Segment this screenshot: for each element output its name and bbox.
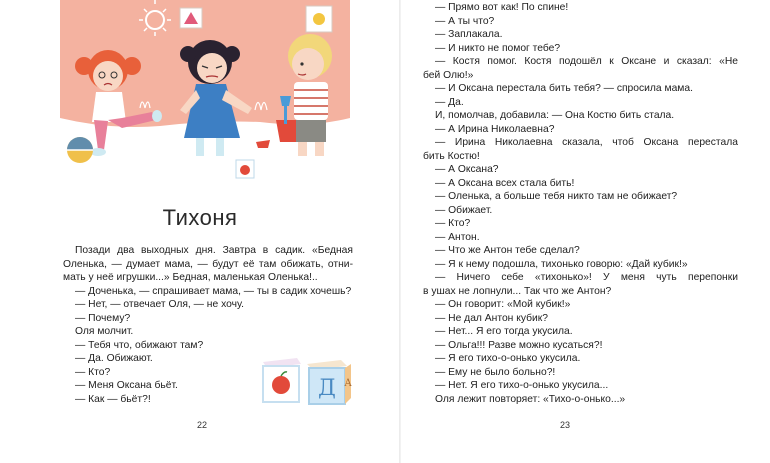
- text-line: — И никто не помог тебе?: [435, 42, 561, 54]
- text-line: — Прямо вот как! По спине!: [435, 2, 569, 13]
- text-line: — Кто?: [75, 366, 111, 378]
- text-line: Оля лежит повторяет: «Тихо-о-онько...»: [435, 393, 626, 405]
- text-line: — Меня Оксана бьёт.: [75, 380, 178, 391]
- text-line: — Да.: [435, 96, 464, 108]
- text-line: — И Оксана перестала бить тебя? — спросила мама.: [435, 83, 693, 94]
- text-line: И, помолчав, добавила: — Она Костю бить стала.: [435, 110, 675, 121]
- text-line: — А ты что?: [435, 15, 495, 27]
- text-line: — Я к нему подошла, тихонько говорю: «Дай кубик!»: [435, 258, 688, 270]
- text-line: — А Оксана?: [435, 164, 499, 175]
- page-number-left: 22: [197, 420, 208, 430]
- text-line: — Доченька, — спрашивает мама, — ты в садик хочешь?: [75, 285, 352, 297]
- text-line: Оленька, — думает мама, — будут её там обижать, отни-: [63, 258, 353, 270]
- text-line: — Нет... Я его тогда укусила.: [435, 326, 573, 337]
- text-line: — Заплакала.: [435, 29, 503, 40]
- text-line: бей Олю!»: [423, 69, 474, 81]
- toy-blocks-illustration: [255, 352, 355, 407]
- text-line: — Я его тихо-о-онько укусила.: [435, 353, 581, 364]
- text-line: — А Ирина Николаевна?: [435, 123, 555, 135]
- text-line: — Почему?: [75, 312, 131, 324]
- text-line: — Антон.: [435, 231, 480, 243]
- toy-blocks-svg: [255, 352, 355, 407]
- block-letter-d: Д: [318, 376, 336, 401]
- text-line: Оля молчит.: [75, 326, 134, 337]
- kids-illustration-svg: [60, 0, 350, 185]
- text-line: — Ольга!!! Разве можно кусаться?!: [435, 339, 603, 351]
- text-line: — Костя помог. Костя подошёл к Оксане и сказал: «Не: [435, 56, 738, 67]
- text-line: — Да. Обижают.: [75, 353, 153, 364]
- kids-illustration: [60, 0, 350, 185]
- text-line: — Не дал Антон кубик?: [435, 312, 548, 324]
- text-line: — Кто?: [435, 218, 471, 229]
- text-line: в ушах не лопнули... Так что же Антон?: [423, 285, 612, 297]
- text-line: — Ирина Николаевна сказала, чтоб Оксана перестала: [435, 137, 738, 148]
- text-line: — Обижает.: [435, 204, 493, 216]
- text-line: — Тебя что, обижают там?: [75, 339, 204, 351]
- text-line: — А Оксана всех стала бить!: [435, 177, 575, 189]
- block-letter-a: А: [344, 378, 352, 389]
- chapter-title: Тихоня: [162, 205, 238, 230]
- text-line: — Нет, — отвечает Оля, — не хочу.: [75, 299, 244, 310]
- text-line: — Ничего себе «тихонько»! У меня чуть перепонки: [435, 272, 738, 283]
- text-line: бить Костю!: [423, 150, 480, 162]
- text-line: — Он говорит: «Мой кубик!»: [435, 299, 571, 310]
- text-line: — Оленька, а больше тебя никто там не обижает?: [435, 191, 678, 202]
- text-line: — Нет. Я его тихо-о-онько укусила...: [435, 380, 609, 391]
- right-page-text: [423, 1, 738, 406]
- page-number-right: 23: [560, 420, 571, 430]
- text-line: мать у неё игрушки...» Бедная, маленькая Оленька!..: [63, 272, 318, 283]
- text-line: Позади два выходных дня. Завтра в садик. «Бедная: [75, 245, 353, 256]
- text-line: — Что же Антон тебе сделал?: [435, 245, 580, 256]
- text-line: — Как — бьёт?!: [75, 393, 151, 405]
- text-line: — Ему не было больно?!: [435, 366, 556, 378]
